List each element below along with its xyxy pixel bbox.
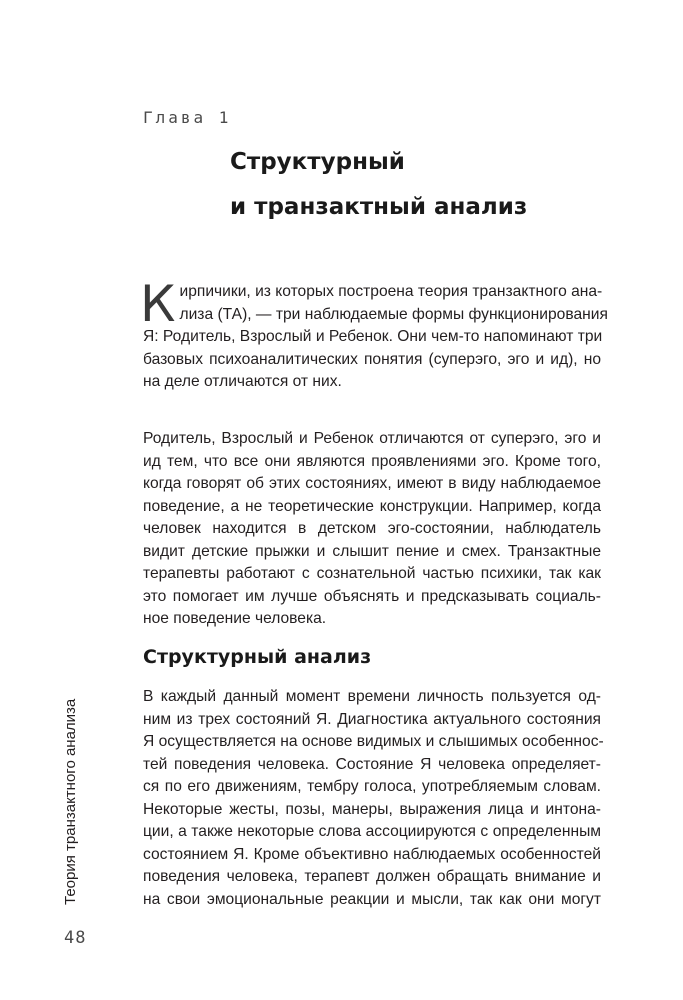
text-line: ирпичики, из которых построена теория транзактного ана- [179, 283, 603, 300]
chapter-title [230, 140, 650, 230]
text-line: базовых психоаналитических понятия (суперэго, эго и ид), но [143, 350, 601, 368]
text-line: ции, а также некоторые слова ассоциируются с определенным [143, 823, 601, 840]
text-line: видит детские прыжки и слышит пение и смех. Транзактные [143, 542, 601, 560]
text-line: когда говорят об этих состояниях, имеют в виду наблюдаемое [143, 475, 601, 492]
text-line: Родитель, Взрослый и Ребенок отличаются от суперэго, эго и [143, 430, 601, 447]
page-number: 48 [64, 928, 87, 948]
text-line: человек находится в детском эго-состоянии, наблюдатель [143, 520, 601, 537]
text-line: это помогает им лучше объяснять и предсказывать социаль- [143, 587, 601, 605]
paragraph-structural-analysis [143, 686, 604, 911]
text-line: на деле отличаются от них. [143, 373, 342, 390]
paragraph-ego-states [143, 428, 601, 631]
text-line: ное поведение человека. [143, 610, 327, 627]
text-line: ся по его движениям, тембру голоса, употребляемым словам. [143, 778, 601, 795]
text-line: лиза (ТА), — три наблюдаемые формы функционирования [179, 305, 608, 323]
text-line: В каждый данный момент времени личность пользуется од- [143, 688, 601, 705]
paragraph-intro [140, 275, 608, 394]
text-line: Я осуществляется на основе видимых и слышимых особеннос- [143, 733, 604, 750]
drop-cap: К [140, 275, 176, 333]
text-line: поведение, а не теоретические конструкции. Например, когда [143, 497, 601, 515]
text-line: Некоторые жесты, позы, манеры, выражения лица и интона- [143, 800, 601, 818]
chapter-title-line-2: и транзактный анализ [230, 194, 528, 220]
text-line: на свои эмоциональные реакции и мысли, так как они могут [143, 890, 601, 908]
chapter-label: Глава 1 [143, 108, 232, 127]
text-line: Я: Родитель, Взрослый и Ребенок. Они чем-то напоминают три [143, 328, 603, 345]
text-line: поведения человека, терапевт должен обращать внимание и [143, 868, 601, 885]
text-line: ид тем, что все они являются проявлениями эго. Кроме того, [143, 452, 601, 470]
text-line: тей поведения человека. Состояние Я человека определяет- [143, 755, 601, 773]
text-line: состоянием Я. Кроме объективно наблюдаемых особенностей [143, 845, 601, 863]
text-line: ним из трех состояний Я. Диагностика актуального состояния [143, 710, 601, 728]
section-heading: Структурный анализ [143, 646, 372, 668]
chapter-title-line-1: Структурный [230, 149, 405, 175]
text-line: терапевты работают с сознательной частью психики, так как [143, 565, 601, 582]
running-header: Теория транзактного анализа [62, 698, 79, 905]
